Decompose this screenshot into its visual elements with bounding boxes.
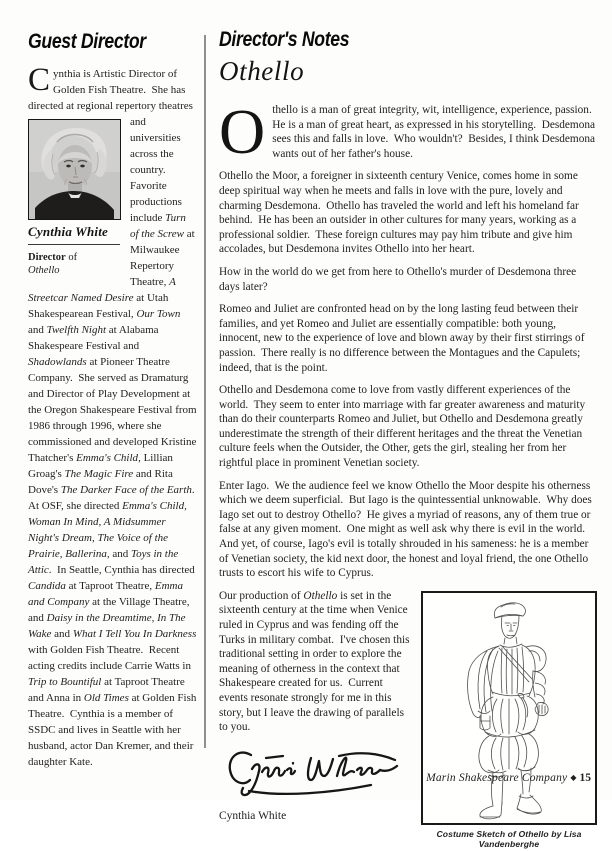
portrait-photo-graphic bbox=[29, 120, 120, 219]
notes-paragraph-1 bbox=[219, 96, 598, 167]
diamond-bullet-icon: ◆ bbox=[570, 772, 577, 782]
drop-cap-o: O bbox=[219, 96, 266, 167]
signature-graphic bbox=[221, 743, 399, 797]
photo-caption: Cynthia White bbox=[28, 224, 109, 239]
costume-sketch-illustration bbox=[423, 593, 595, 823]
role-of: of bbox=[65, 252, 78, 263]
notes-paragraph-6: Enter Iago. We the audience feel we know Othello the Moor despite his otherness which we deem superficial. But Iago is the quintessential unknowable. Why does Iago set out to destroy Othello? He gives a myriad of reasons, any of them true or false at any given moment. One might as well ask why there is evil in the world. And yet, of course, Iago's evil is totally shrouded in his sameness: he is a member of Venetian society, the kid next door, the honest and loyal friend, the one Othello trusts to escort his wife to Cyprus. bbox=[219, 479, 595, 580]
director-photo-block bbox=[28, 119, 121, 277]
page-number: 15 bbox=[579, 772, 591, 784]
guest-director-column bbox=[28, 30, 200, 770]
paragraph-text: thello is a man of great integrity, wit, intelligence, experience, passion. He is a man of great heart, as expressed in his storytelling. Desdemona sees this and falls in love. Who wouldn't? Besides, I think Desdemona wants out of her father's house. bbox=[272, 104, 598, 160]
role-title: Director bbox=[28, 252, 66, 263]
costume-sketch-block bbox=[421, 591, 597, 849]
column-divider-rule bbox=[204, 35, 206, 748]
notes-paragraph-4: Romeo and Juliet are confronted head on by the long lasting feud between their families, and yet Romeo and Juliet are essentially compatible: both young, innocent, new to the experience of love and blown away by their first stirrings of passion. There really is no difference between the Montagues and the Capulets; indeed, that is the point. bbox=[219, 303, 588, 374]
guest-director-heading: Guest Director bbox=[28, 30, 146, 53]
notes-paragraph-7: Our production of Othello is set in the sixteenth century at the time when Venice ruled in Cyprus and was fending off the Turks in military combat. I've chosen this traditional setting in order to explore the meaning of otherness in the context that Shakespeare created for us. Current events resonate strongly for me in this story, but I leave the drawing of parallels to you. bbox=[219, 589, 413, 734]
page-footer bbox=[426, 772, 591, 784]
directors-notes-heading: Director's Notes bbox=[219, 28, 350, 51]
guest-director-bio bbox=[28, 62, 200, 770]
costume-sketch-frame bbox=[421, 591, 597, 825]
cynthia-white-photo bbox=[28, 119, 121, 220]
directors-notes-column bbox=[219, 29, 597, 851]
caption-divider-rule bbox=[28, 244, 120, 245]
directors-notes-body bbox=[219, 96, 598, 849]
notes-paragraph-3: How in the world do we get from here to Othello's murder of Desdemona three days later? bbox=[219, 265, 579, 293]
costume-sketch-caption: Costume Sketch of Othello by Lisa Vandenberghe bbox=[436, 828, 582, 849]
typed-director-name: Cynthia White bbox=[219, 809, 287, 822]
notes-paragraph-5: Othello and Desdemona come to love from vastly different experiences of the world. They seem to enter into marriage with far greater awareness and maturity than do their counterparts Romeo and Juliet, but Othello and Desdemona greatly underestimate the strength of their different heritages and the threat the Venetian culture feels when the Outsider, the Other, gets the girl, stealing her from her rightful place in prominent Venetian society. bbox=[219, 384, 589, 470]
drop-cap-c: C bbox=[28, 62, 51, 98]
bio-text-after-photo: and universities across the country. Favorite productions include Turn of the Screw at Milwaukee Repertory Theatre, A Streetcar Named Desire at Utah Shakespearean Festival, Our Town and Twelfth Night at Alabama Shakespeare Festival and Shadowlands at Pioneer Theatre Company. She served as Dramaturg and Director of Play Development at the Oregon Shakespeare Festival from 1986 through 1996, where she commissioned and developed Kristine Thatcher's Emma's Child, Lillian Groag's The Magic Fire and Rita Dove's The Darker Face of the Earth. At OSF, she directed Emma's Child, Woman In Mind, A Midsummer Night's Dream, The Voice of the Prairie, Ballerina, and Toys in the Attic. In Seattle, Cynthia has directed Candida at Taproot Theatre, Emma and Company at the Village Theatre, and Daisy in the Dreamtime, In The Wake and What I Tell You In Darkness with Golden Fish Theatre. Recent acting credits include Carrie Watts in Trip to Bountiful at Taproot Theatre and Anna in Old Times at Golden Fish Theatre. Cynthia is a member of SSDC and lives in Seattle with her husband, actor Dan Kremer, and their daughter Kate. bbox=[28, 116, 200, 768]
company-name: Marin Shakespeare Company bbox=[426, 772, 568, 784]
notes-paragraph-2: Othello the Moor, a foreigner in sixteenth century Venice, comes home in some deep spiritual way when he meets and falls in love with the pure, lovely and charming Desdemona. Othello has traveled the world and left his homeland far behind. He has been an outsider in other cultures for many years, working as a professional soldier. These foreign cultures may pay him tribute and give him accolades, but Desdemona invites Othello into her heart. bbox=[219, 170, 582, 256]
role-show-title: Othello bbox=[28, 265, 60, 276]
bio-text-before-photo: ynthia is Artistic Director of Golden Fish Theatre. She has directed at regional repertory theatres bbox=[28, 68, 196, 112]
director-role-label bbox=[28, 251, 121, 277]
show-title: Othello bbox=[219, 56, 305, 86]
